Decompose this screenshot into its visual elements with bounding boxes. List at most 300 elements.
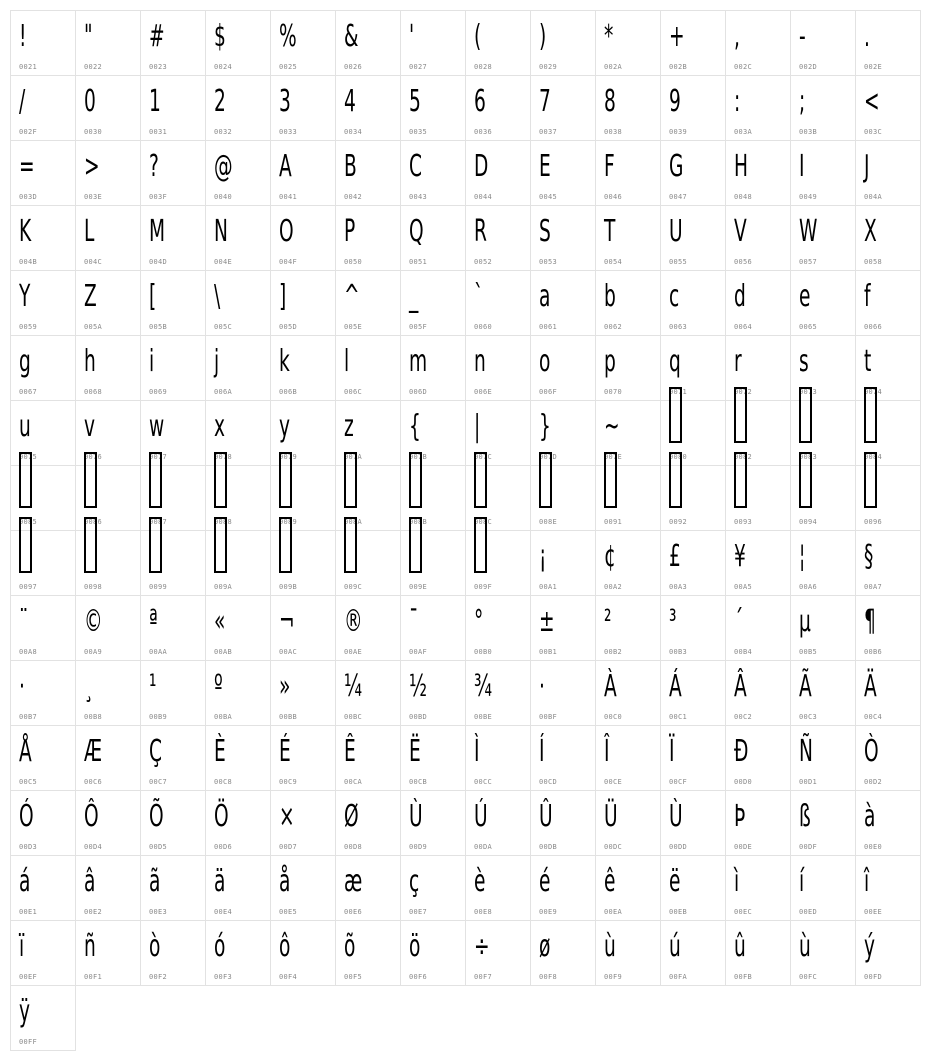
glyph-char: 5 — [409, 84, 421, 119]
glyph-cell — [530, 920, 596, 986]
glyph-codepoint: 00D1 — [799, 778, 818, 786]
glyph-cell — [75, 660, 141, 726]
glyph-char: u — [19, 409, 31, 444]
glyph-codepoint: 008B — [409, 518, 428, 526]
glyph-char: É — [279, 734, 291, 769]
glyph-char: ø — [539, 929, 551, 964]
glyph-char: Ä — [864, 669, 877, 704]
glyph-char: Â — [734, 669, 747, 704]
glyph-codepoint: 00B1 — [539, 648, 558, 656]
glyph-codepoint: 003B — [799, 128, 818, 136]
glyph-cell — [270, 75, 336, 141]
glyph-codepoint: 00B6 — [864, 648, 883, 656]
glyph-codepoint: 002A — [604, 63, 623, 71]
glyph-codepoint: 0027 — [409, 63, 428, 71]
glyph-char: g — [19, 344, 31, 379]
glyph-cell — [855, 530, 921, 596]
glyph-cell — [790, 75, 856, 141]
glyph-char: C — [409, 149, 422, 184]
glyph-cell — [75, 920, 141, 986]
glyph-cell — [75, 790, 141, 856]
glyph-char: Ó — [19, 799, 34, 834]
glyph-cell — [75, 270, 141, 336]
glyph-char: * — [604, 19, 614, 54]
glyph-codepoint: 00AE — [344, 648, 363, 656]
glyph-codepoint: 00BA — [214, 713, 233, 721]
glyph-char: r — [734, 344, 742, 379]
glyph-char: Y — [19, 279, 31, 314]
glyph-codepoint: 0021 — [19, 63, 38, 71]
glyph-codepoint: 0034 — [344, 128, 363, 136]
glyph-cell — [530, 725, 596, 791]
glyph-cell — [530, 465, 596, 531]
glyph-codepoint: 00FB — [734, 973, 753, 981]
glyph-cell — [790, 920, 856, 986]
glyph-cell — [140, 790, 206, 856]
glyph-char: ' — [409, 19, 415, 54]
glyph-codepoint: 0053 — [539, 258, 558, 266]
glyph-codepoint: 003F — [149, 193, 168, 201]
glyph-char: Ì — [474, 734, 480, 769]
glyph-codepoint: 0023 — [149, 63, 168, 71]
glyph-cell — [660, 270, 726, 336]
glyph-codepoint: 00CF — [669, 778, 688, 786]
glyph-cell — [660, 595, 726, 661]
glyph-cell — [335, 855, 401, 921]
glyph-cell — [270, 270, 336, 336]
glyph-char: h — [84, 344, 96, 379]
glyph-codepoint: 0047 — [669, 193, 688, 201]
glyph-char: ¼ — [344, 669, 363, 704]
glyph-cell — [790, 530, 856, 596]
glyph-char: 3 — [279, 84, 291, 119]
glyph-cell — [595, 335, 661, 401]
glyph-codepoint: 00C5 — [19, 778, 38, 786]
glyph-cell — [465, 335, 531, 401]
glyph-codepoint: 004B — [19, 258, 38, 266]
glyph-codepoint: 00DC — [604, 843, 623, 851]
glyph-codepoint: 0093 — [734, 518, 753, 526]
glyph-char: Ã — [799, 669, 812, 704]
glyph-char: × — [279, 799, 295, 834]
glyph-codepoint: 00E6 — [344, 908, 363, 916]
glyph-codepoint: 00AB — [214, 648, 233, 656]
glyph-codepoint: 0030 — [84, 128, 103, 136]
glyph-char: ¾ — [474, 669, 493, 704]
glyph-codepoint: 00B8 — [84, 713, 103, 721]
glyph-char: ú — [669, 929, 681, 964]
glyph-codepoint: 00EA — [604, 908, 623, 916]
glyph-cell — [400, 10, 466, 76]
glyph-codepoint: 00F7 — [474, 973, 493, 981]
glyph-char: s — [799, 344, 809, 379]
glyph-cell — [530, 595, 596, 661]
glyph-codepoint: 0084 — [864, 453, 883, 461]
glyph-codepoint: 00AF — [409, 648, 428, 656]
glyph-cell — [465, 660, 531, 726]
glyph-codepoint: 0049 — [799, 193, 818, 201]
glyph-codepoint: 004F — [279, 258, 298, 266]
glyph-codepoint: 00CD — [539, 778, 558, 786]
glyph-char: â — [84, 864, 96, 899]
glyph-cell — [725, 920, 791, 986]
glyph-char: õ — [344, 929, 356, 964]
glyph-codepoint: 00A5 — [734, 583, 753, 591]
glyph-char: c — [669, 279, 680, 314]
glyph-codepoint: 0036 — [474, 128, 493, 136]
glyph-cell — [335, 660, 401, 726]
glyph-codepoint: 00DF — [799, 843, 818, 851]
glyph-cell — [205, 335, 271, 401]
glyph-cell — [595, 595, 661, 661]
glyph-cell — [855, 855, 921, 921]
glyph-char: w — [149, 409, 165, 444]
glyph-char: ë — [669, 864, 681, 899]
glyph-codepoint: 0061 — [539, 323, 558, 331]
glyph-cell — [335, 725, 401, 791]
glyph-char: ÷ — [474, 929, 490, 964]
glyph-cell — [140, 75, 206, 141]
glyph-cell — [790, 465, 856, 531]
glyph-char: Ô — [84, 799, 99, 834]
glyph-char: v — [84, 409, 96, 444]
glyph-char: 2 — [214, 84, 226, 119]
glyph-cell — [465, 140, 531, 206]
glyph-codepoint: 0022 — [84, 63, 103, 71]
missing-glyph-box — [864, 407, 877, 443]
glyph-char: _ — [409, 279, 419, 314]
glyph-cell — [725, 465, 791, 531]
glyph-codepoint: 007A — [344, 453, 363, 461]
glyph-cell — [270, 855, 336, 921]
glyph-codepoint: 0033 — [279, 128, 298, 136]
glyph-codepoint: 005F — [409, 323, 428, 331]
glyph-codepoint: 0077 — [149, 453, 168, 461]
glyph-codepoint: 00FC — [799, 973, 818, 981]
glyph-codepoint: 009C — [344, 583, 363, 591]
glyph-char: $ — [214, 19, 226, 54]
glyph-cell — [725, 790, 791, 856]
glyph-cell — [660, 205, 726, 271]
glyph-cell — [855, 205, 921, 271]
glyph-codepoint: 00BD — [409, 713, 428, 721]
glyph-codepoint: 00D6 — [214, 843, 233, 851]
glyph-codepoint: 0060 — [474, 323, 493, 331]
glyph-codepoint: 00A9 — [84, 648, 103, 656]
glyph-char: t — [864, 344, 872, 379]
glyph-char: û — [734, 929, 746, 964]
glyph-char: ) — [539, 19, 547, 54]
glyph-char: p — [604, 344, 616, 379]
glyph-char: @ — [214, 149, 233, 184]
glyph-codepoint: 00B5 — [799, 648, 818, 656]
glyph-codepoint: 00D8 — [344, 843, 363, 851]
glyph-char: ¯ — [409, 604, 419, 639]
glyph-codepoint: 005B — [149, 323, 168, 331]
glyph-codepoint: 00C2 — [734, 713, 753, 721]
glyph-cell — [140, 140, 206, 206]
glyph-codepoint: 0069 — [149, 388, 168, 396]
glyph-cell — [660, 465, 726, 531]
glyph-char: > — [84, 149, 100, 184]
glyph-cell — [205, 855, 271, 921]
glyph-char: A — [279, 149, 292, 184]
glyph-char: Æ — [84, 734, 103, 769]
glyph-cell — [400, 530, 466, 596]
glyph-cell — [595, 140, 661, 206]
glyph-char: Ï — [669, 734, 675, 769]
glyph-char: 4 — [344, 84, 356, 119]
glyph-char: ² — [604, 604, 612, 639]
glyph-char: < — [864, 84, 880, 119]
glyph-codepoint: 0063 — [669, 323, 688, 331]
glyph-codepoint: 002F — [19, 128, 38, 136]
glyph-codepoint: 007E — [604, 453, 623, 461]
glyph-codepoint: 0080 — [669, 453, 688, 461]
missing-glyph-box — [799, 407, 812, 443]
glyph-cell — [75, 595, 141, 661]
glyph-codepoint: 0055 — [669, 258, 688, 266]
missing-glyph-box — [604, 472, 617, 508]
glyph-cell — [205, 270, 271, 336]
glyph-char: » — [279, 669, 291, 704]
glyph-cell — [335, 10, 401, 76]
glyph-char: V — [734, 214, 747, 249]
glyph-cell — [660, 10, 726, 76]
glyph-cell — [530, 530, 596, 596]
glyph-cell — [660, 920, 726, 986]
glyph-codepoint: 00CC — [474, 778, 493, 786]
glyph-char: ¹ — [149, 669, 157, 704]
glyph-codepoint: 005E — [344, 323, 363, 331]
glyph-char: æ — [344, 864, 363, 899]
glyph-cell — [530, 790, 596, 856]
glyph-char: ? — [149, 149, 159, 184]
glyph-codepoint: 00B0 — [474, 648, 493, 656]
glyph-cell — [400, 790, 466, 856]
glyph-cell — [855, 10, 921, 76]
glyph-cell — [595, 660, 661, 726]
glyph-cell — [400, 920, 466, 986]
glyph-codepoint: 00E8 — [474, 908, 493, 916]
glyph-cell — [855, 725, 921, 791]
glyph-codepoint: 0044 — [474, 193, 493, 201]
glyph-char: ¸ — [84, 669, 94, 704]
glyph-cell — [660, 140, 726, 206]
glyph-char: y — [279, 409, 291, 444]
glyph-char: ; — [799, 84, 806, 119]
glyph-char: n — [474, 344, 486, 379]
glyph-cell — [75, 140, 141, 206]
glyph-codepoint: 00C3 — [799, 713, 818, 721]
glyph-codepoint: 00BE — [474, 713, 493, 721]
glyph-codepoint: 00EC — [734, 908, 753, 916]
glyph-codepoint: 00EE — [864, 908, 883, 916]
glyph-cell — [855, 465, 921, 531]
glyph-char: Ð — [734, 734, 749, 769]
glyph-char: B — [344, 149, 357, 184]
glyph-cell — [595, 790, 661, 856]
glyph-cell — [335, 75, 401, 141]
glyph-cell — [595, 855, 661, 921]
glyph-cell — [595, 530, 661, 596]
glyph-char: j — [214, 344, 220, 379]
glyph-cell — [75, 335, 141, 401]
glyph-codepoint: 0071 — [669, 388, 688, 396]
glyph-codepoint: 004D — [149, 258, 168, 266]
glyph-cell — [140, 595, 206, 661]
glyph-cell — [10, 920, 76, 986]
glyph-char: ¬ — [279, 604, 295, 639]
glyph-codepoint: 00D5 — [149, 843, 168, 851]
glyph-cell — [400, 855, 466, 921]
glyph-cell — [855, 920, 921, 986]
glyph-char: ! — [19, 19, 27, 54]
glyph-codepoint: 005D — [279, 323, 298, 331]
glyph-cell — [335, 270, 401, 336]
glyph-char: é — [539, 864, 551, 899]
missing-glyph-box — [734, 407, 747, 443]
glyph-codepoint: 006E — [474, 388, 493, 396]
glyph-codepoint: 00C0 — [604, 713, 623, 721]
glyph-char: ´ — [734, 604, 744, 639]
glyph-codepoint: 0031 — [149, 128, 168, 136]
glyph-char: ª — [149, 604, 158, 639]
glyph-char: [ — [149, 279, 157, 314]
glyph-char: Ö — [214, 799, 229, 834]
glyph-codepoint: 00D0 — [734, 778, 753, 786]
glyph-char: · — [19, 669, 25, 704]
glyph-char: ° — [474, 604, 484, 639]
glyph-cell — [335, 335, 401, 401]
glyph-char: e — [799, 279, 811, 314]
glyph-cell — [725, 75, 791, 141]
glyph-char: & — [344, 19, 359, 54]
glyph-char: Ë — [409, 734, 421, 769]
glyph-codepoint: 00BB — [279, 713, 298, 721]
glyph-codepoint: 00A3 — [669, 583, 688, 591]
glyph-char: ] — [279, 279, 287, 314]
glyph-cell — [400, 140, 466, 206]
glyph-cell — [790, 140, 856, 206]
missing-glyph-box — [799, 472, 812, 508]
glyph-cell — [855, 790, 921, 856]
glyph-cell — [205, 10, 271, 76]
glyph-cell — [595, 270, 661, 336]
glyph-codepoint: 0024 — [214, 63, 233, 71]
glyph-char: è — [474, 864, 486, 899]
glyph-char: ± — [539, 604, 555, 639]
glyph-codepoint: 0076 — [84, 453, 103, 461]
glyph-codepoint: 00BF — [539, 713, 558, 721]
glyph-cell — [335, 530, 401, 596]
glyph-char: ( — [474, 19, 482, 54]
glyph-cell — [660, 790, 726, 856]
glyph-char: Ç — [149, 734, 162, 769]
glyph-cell — [790, 790, 856, 856]
glyph-cell — [530, 335, 596, 401]
glyph-char: « — [214, 604, 226, 639]
glyph-cell — [335, 790, 401, 856]
glyph-char: ^ — [344, 279, 360, 314]
glyph-codepoint: 0091 — [604, 518, 623, 526]
glyph-codepoint: 0066 — [864, 323, 883, 331]
glyph-char: l — [344, 344, 350, 379]
glyph-cell — [270, 205, 336, 271]
glyph-codepoint: 0052 — [474, 258, 493, 266]
glyph-cell — [855, 660, 921, 726]
glyph-char: / — [19, 84, 26, 119]
glyph-codepoint: 004E — [214, 258, 233, 266]
glyph-char: § — [864, 539, 874, 574]
glyph-char: I — [799, 149, 805, 184]
glyph-cell — [530, 10, 596, 76]
missing-glyph-box — [409, 537, 422, 573]
glyph-cell — [400, 75, 466, 141]
missing-glyph-box — [669, 472, 682, 508]
glyph-char: ¥ — [734, 539, 746, 574]
glyph-codepoint: 0041 — [279, 193, 298, 201]
glyph-codepoint: 00F5 — [344, 973, 363, 981]
glyph-char: Í — [539, 734, 545, 769]
glyph-codepoint: 00C7 — [149, 778, 168, 786]
glyph-char: à — [864, 799, 876, 834]
missing-glyph-box — [84, 472, 97, 508]
glyph-char: · — [539, 669, 545, 704]
glyph-char: ä — [214, 864, 226, 899]
glyph-cell — [10, 270, 76, 336]
glyph-codepoint: 00ED — [799, 908, 818, 916]
glyph-char: 6 — [474, 84, 486, 119]
glyph-cell — [465, 10, 531, 76]
glyph-cell — [205, 725, 271, 791]
glyph-cell — [725, 270, 791, 336]
glyph-codepoint: 0092 — [669, 518, 688, 526]
glyph-char: { — [409, 409, 421, 444]
glyph-cell — [595, 465, 661, 531]
glyph-cell — [270, 725, 336, 791]
glyph-codepoint: 00A7 — [864, 583, 883, 591]
glyph-char: 1 — [149, 84, 161, 119]
glyph-codepoint: 007D — [539, 453, 558, 461]
glyph-char: ý — [864, 929, 876, 964]
glyph-codepoint: 0029 — [539, 63, 558, 71]
glyph-codepoint: 009F — [474, 583, 493, 591]
glyph-char: + — [669, 19, 685, 54]
glyph-char: ö — [409, 929, 421, 964]
glyph-codepoint: 00D9 — [409, 843, 428, 851]
glyph-codepoint: 00C9 — [279, 778, 298, 786]
glyph-codepoint: 0048 — [734, 193, 753, 201]
glyph-codepoint: 0065 — [799, 323, 818, 331]
glyph-char: Z — [84, 279, 97, 314]
glyph-cell — [595, 920, 661, 986]
glyph-codepoint: 0083 — [799, 453, 818, 461]
glyph-codepoint: 0043 — [409, 193, 428, 201]
glyph-codepoint: 0037 — [539, 128, 558, 136]
glyph-codepoint: 00F6 — [409, 973, 428, 981]
glyph-cell — [10, 725, 76, 791]
glyph-char: 8 — [604, 84, 616, 119]
glyph-codepoint: 0075 — [19, 453, 38, 461]
missing-glyph-box — [344, 537, 357, 573]
glyph-char: x — [214, 409, 226, 444]
glyph-char: ñ — [84, 929, 96, 964]
glyph-char: © — [84, 604, 103, 639]
missing-glyph-box — [409, 472, 422, 508]
glyph-char: O — [279, 214, 294, 249]
glyph-char: 7 — [539, 84, 551, 119]
